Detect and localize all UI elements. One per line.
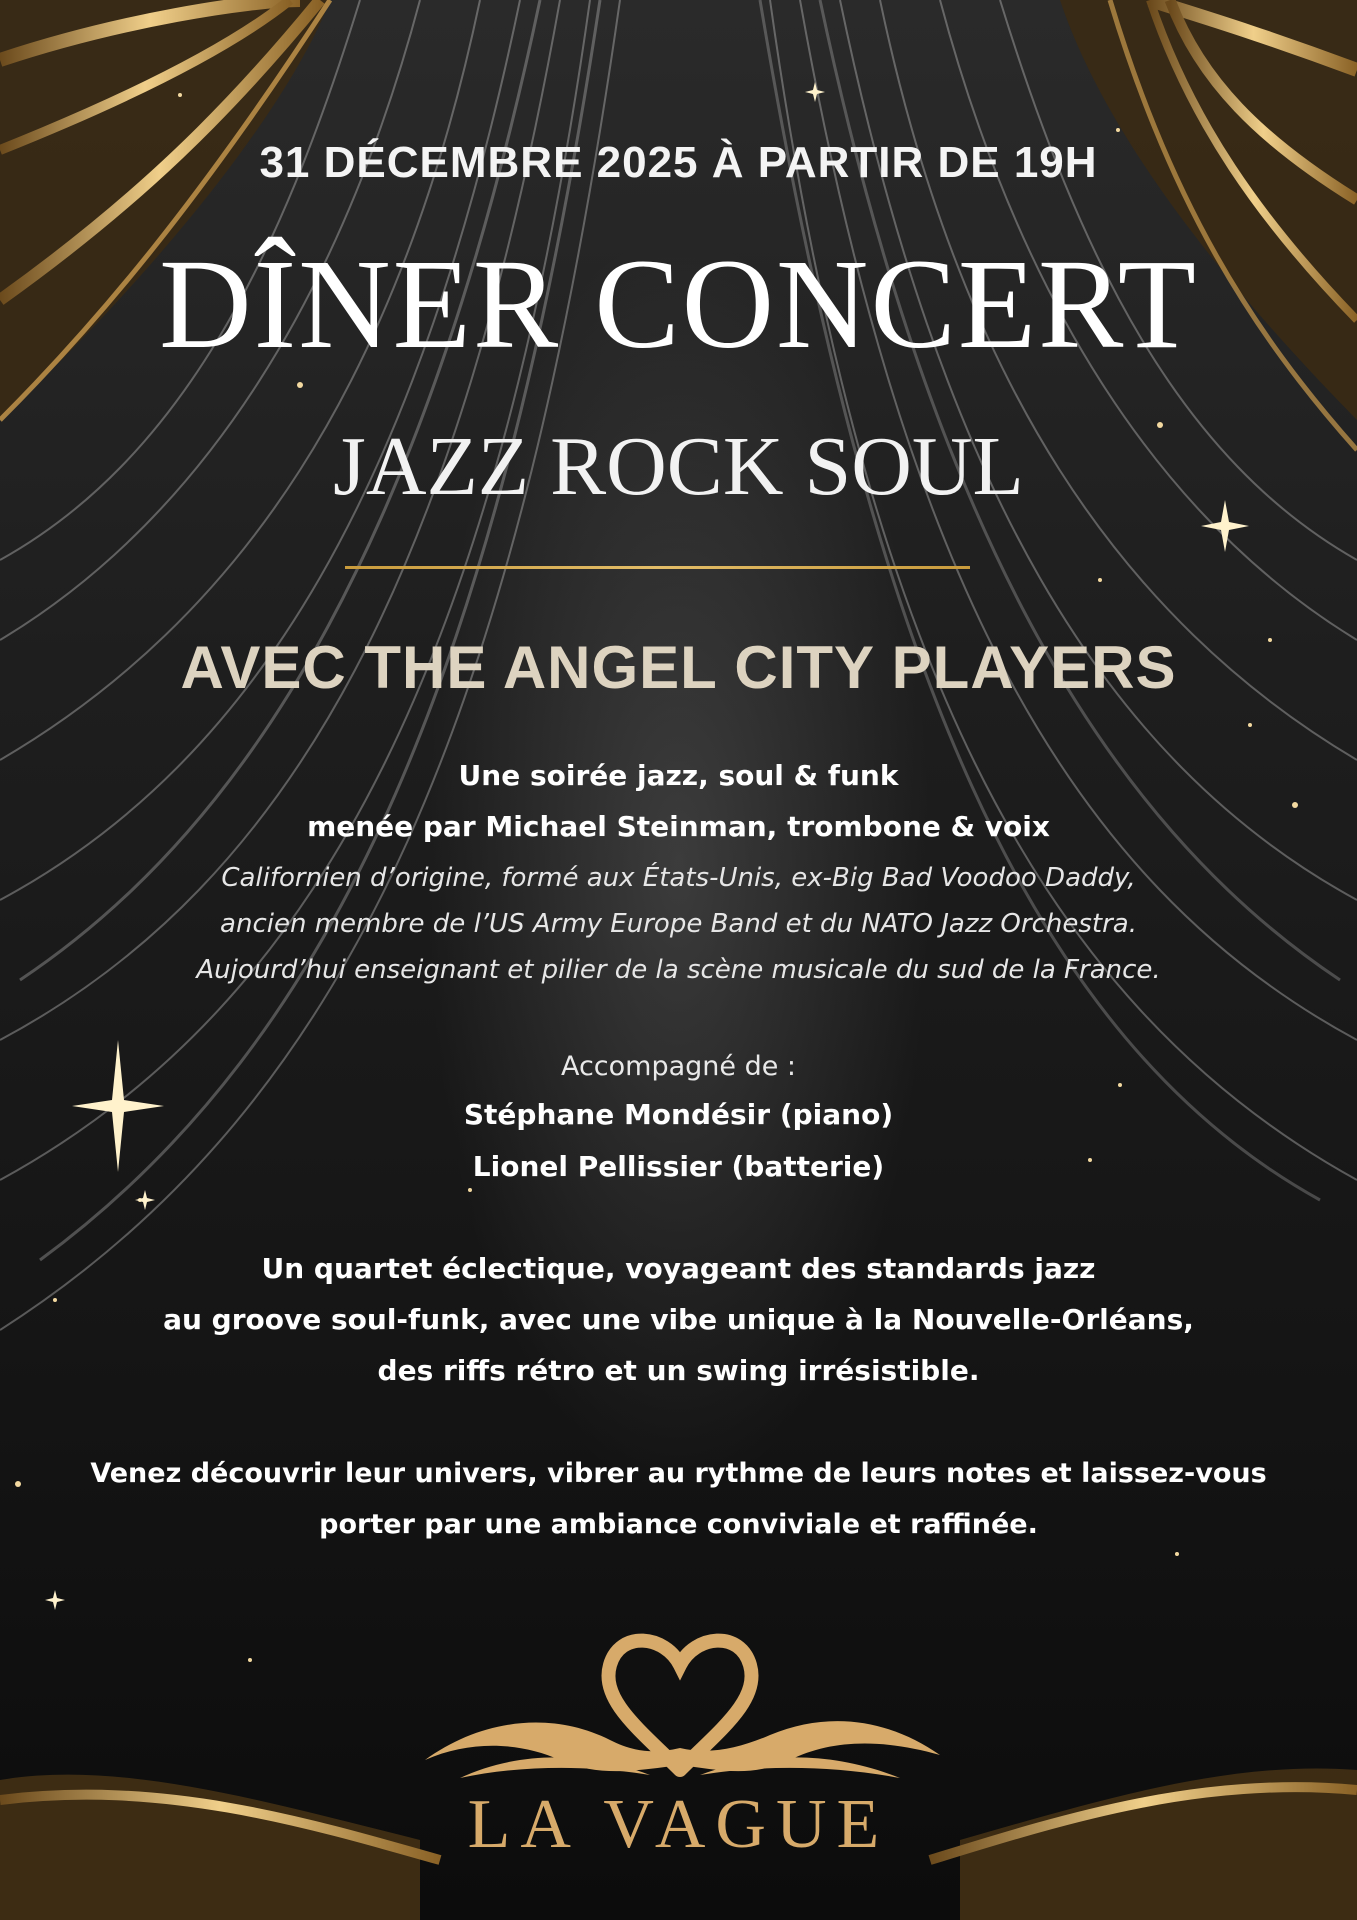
bio-line-1: Californien d’origine, formé aux États-Unis, ex-Big Bad Voodoo Daddy, [221,863,1136,893]
musician-drums: Lionel Pellissier (batterie) [472,1150,885,1183]
description-line-3: des riffs rétro et un swing irrésistible. [377,1354,980,1387]
description-line-2: au groove soul-funk, avec une vibe unique à la Nouvelle-Orléans, [163,1303,1194,1336]
intro-line-1: Une soirée jazz, soul & funk [458,759,899,792]
divider [345,566,970,569]
event-date: 31 DÉCEMBRE 2025 À PARTIR DE 19H [259,138,1098,187]
intro-line-2: menée par Michael Steinman, trombone & voix [307,810,1050,843]
event-subtitle: JAZZ ROCK SOUL [333,420,1024,513]
la-vague-logo [400,1620,960,1790]
invitation-line-1: Venez découvrir leur univers, vibrer au rythme de leurs notes et laissez-vous [90,1458,1267,1489]
band-heading: AVEC THE ANGEL CITY PLAYERS [180,634,1177,701]
event-title: DÎNER CONCERT [159,233,1198,375]
logo-text: LA VAGUE [467,1786,890,1863]
bio-line-2: ancien membre de l’US Army Europe Band et du NATO Jazz Orchestra. [220,909,1137,939]
bio-line-3: Aujourd’hui enseignant et pilier de la scène musicale du sud de la France. [196,955,1161,985]
musicians-label: Accompagné de : [560,1051,797,1082]
musician-piano: Stéphane Mondésir (piano) [463,1098,894,1131]
invitation-line-2: porter par une ambiance conviviale et raffinée. [319,1509,1038,1540]
description-line-1: Un quartet éclectique, voyageant des standards jazz [261,1252,1096,1285]
